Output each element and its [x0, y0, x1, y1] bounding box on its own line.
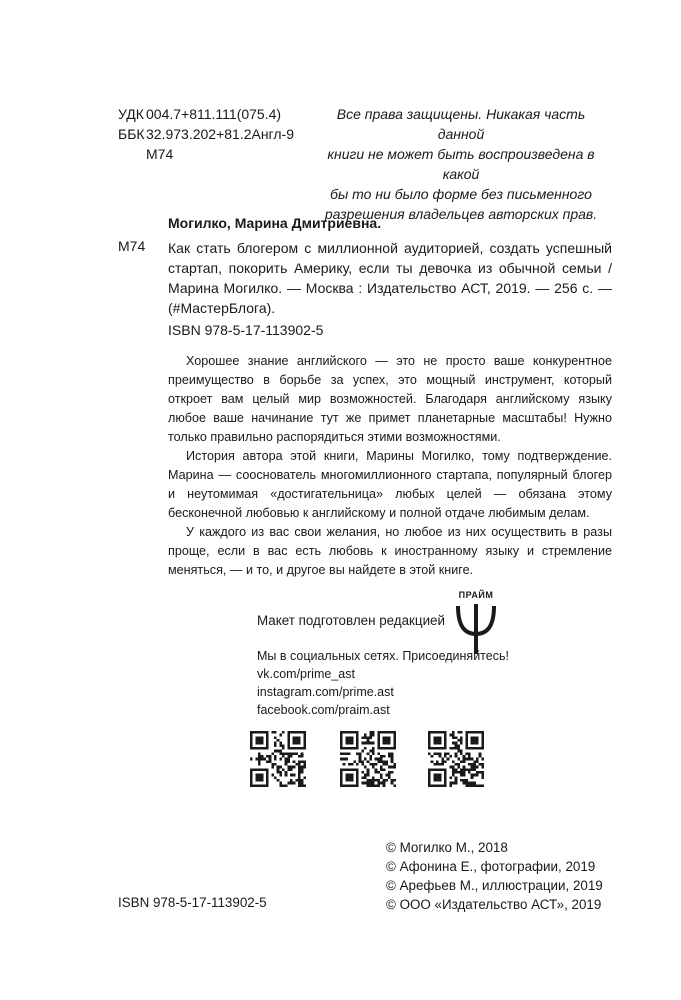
social-heading: Мы в социальных сетях. Присоединяйтесь! [257, 649, 509, 663]
editorial-credit: Макет подготовлен редакцией [257, 613, 445, 628]
qr-code-vk[interactable] [250, 731, 306, 787]
annotation-paragraph: У каждого из вас свои желания, но любое из них осуществить в разы проще, если в вас есть любовь к иностранному языку и стремление меняться, — и то, и другое вы найдете в этой книге. [168, 525, 612, 577]
udk-label: УДК [118, 106, 144, 122]
social-block [257, 647, 509, 719]
isbn-footer: ISBN 978-5-17-113902-5 [118, 895, 267, 910]
qr-code-instagram[interactable] [340, 731, 396, 787]
biblio-description: Как стать блогером с миллионной аудиторией, создать успешный стартап, покорить Америку, если ты девочка из обычной семьи / Марина Могилко. — Москва : Издательство АСТ, 2019. — 256 с. — (#МастерБлога). [168, 240, 612, 316]
author-heading: Могилко, Марина Дмитриевна. [168, 215, 382, 231]
annotation [168, 352, 612, 580]
rights-line: бы то ни было форме без письменного [330, 186, 592, 202]
classification-codes [118, 104, 294, 164]
bbk-label: ББК [118, 126, 145, 142]
rights-line: разрешения владельцев авторских прав. [324, 206, 598, 222]
isbn-main: ISBN 978-5-17-113902-5 [168, 322, 324, 338]
rights-line: Все права защищены. Никакая часть данной [336, 106, 586, 142]
author-mark: М74 [146, 146, 174, 162]
social-link-vk[interactable]: vk.com/prime_ast [257, 667, 355, 681]
copyright-block [386, 838, 603, 914]
copyright-line: © Могилко М., 2018 [386, 840, 508, 855]
praim-logo-label: ПРАЙМ [458, 590, 494, 600]
qr-code-facebook[interactable] [428, 731, 484, 787]
social-link-facebook[interactable]: facebook.com/praim.ast [257, 703, 390, 717]
copyright-line: © Афонина Е., фотографии, 2019 [386, 859, 596, 874]
social-link-instagram[interactable]: instagram.com/prime.ast [257, 685, 394, 699]
biblio-mark: М74 [118, 238, 146, 254]
rights-line: книги не может быть воспроизведена в какой [327, 146, 595, 182]
annotation-paragraph: История автора этой книги, Марины Могилко, тому подтверждение. Марина — сооснователь многомиллионного стартапа, популярный блогер и неутомимая «достигательница» любых целей — обязана этому бесконечной любовью к английскому и полной отдаче любимым делам. [168, 449, 612, 520]
bbk-value: 32.973.202+81.2Англ-9 [146, 126, 294, 142]
copyright-line: © ООО «Издательство АСТ», 2019 [386, 897, 602, 912]
rights-notice [318, 104, 604, 224]
copyright-line: © Арефьев М., иллюстрации, 2019 [386, 878, 603, 893]
annotation-paragraph: Хорошее знание английского — это не просто ваше конкурентное преимущество в борьбе за успех, это мощный инструмент, который откроет вам целый мир возможностей. Благодаря английскому языку любое ваше начинание тут же примет планетарные масштабы! Нужно только правильно распорядиться этими возможностями. [168, 354, 612, 444]
udk-value: 004.7+811.111(075.4) [146, 106, 282, 122]
